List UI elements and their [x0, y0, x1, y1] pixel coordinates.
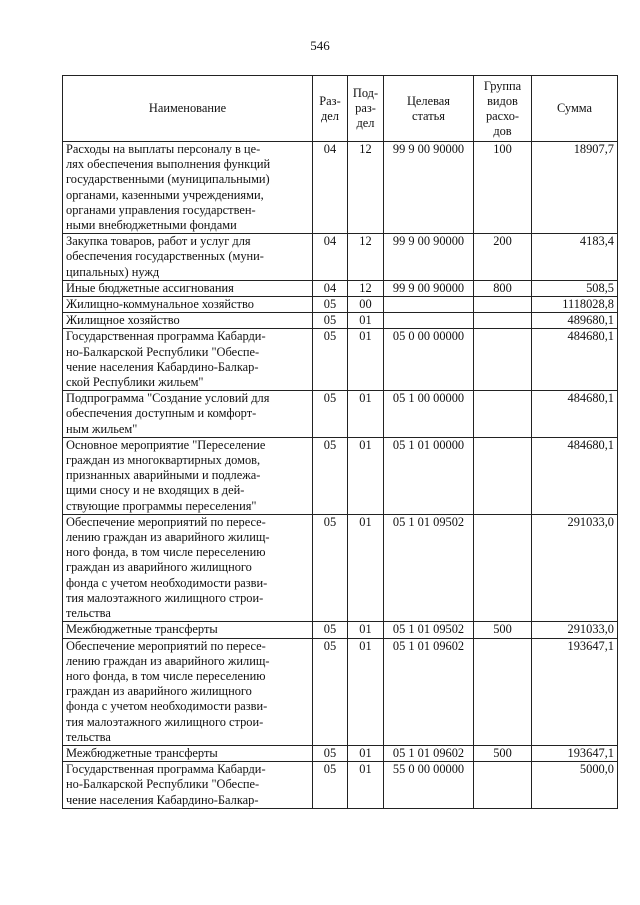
cell-target — [384, 313, 474, 329]
cell-name: Жилищно-коммунальное хозяйство — [63, 297, 313, 313]
cell-expense-group: 500 — [474, 745, 532, 761]
cell-expense-group — [474, 329, 532, 391]
cell-section: 05 — [313, 745, 348, 761]
header-amount: Сумма — [532, 76, 618, 142]
cell-subsection: 12 — [348, 142, 384, 234]
cell-name: Жилищное хозяйство — [63, 313, 313, 329]
cell-amount: 489680,1 — [532, 313, 618, 329]
cell-section: 05 — [313, 514, 348, 621]
cell-subsection: 01 — [348, 745, 384, 761]
table-row — [63, 622, 618, 638]
cell-expense-group — [474, 313, 532, 329]
cell-name: Расходы на выплаты персоналу в це- лях обеспечения выполнения функций государственными (муниципальными) органами, казенными учреждениями, органами управления государствен- ными внебюджетными фондами — [63, 142, 313, 234]
cell-subsection: 12 — [348, 280, 384, 296]
cell-target: 55 0 00 00000 — [384, 762, 474, 809]
cell-target — [384, 297, 474, 313]
cell-section: 05 — [313, 622, 348, 638]
cell-expense-group — [474, 514, 532, 621]
cell-amount: 4183,4 — [532, 234, 618, 281]
cell-subsection: 01 — [348, 391, 384, 438]
cell-subsection: 01 — [348, 762, 384, 809]
table-row — [63, 313, 618, 329]
cell-expense-group — [474, 391, 532, 438]
cell-name: Обеспечение мероприятий по пересе- лению граждан из аварийного жилищ- ного фонда, в том числе переселению граждан из аварийного жилищного фонда с учетом необходимости разви- тия малоэтажного жилищного строи- тельства — [63, 514, 313, 621]
page-number: 546 — [310, 38, 330, 53]
cell-expense-group — [474, 297, 532, 313]
cell-amount: 484680,1 — [532, 437, 618, 514]
cell-amount: 508,5 — [532, 280, 618, 296]
cell-amount: 5000,0 — [532, 762, 618, 809]
header-name: Наименование — [63, 76, 313, 142]
cell-amount: 1118028,8 — [532, 297, 618, 313]
cell-expense-group: 200 — [474, 234, 532, 281]
cell-subsection: 12 — [348, 234, 384, 281]
cell-name: Подпрограмма "Создание условий для обеспечения доступным и комфорт- ным жильем" — [63, 391, 313, 438]
cell-amount: 193647,1 — [532, 638, 618, 745]
cell-target: 05 1 01 09602 — [384, 638, 474, 745]
cell-section: 05 — [313, 329, 348, 391]
cell-amount: 18907,7 — [532, 142, 618, 234]
header-target: Целевая статья — [384, 76, 474, 142]
cell-subsection: 01 — [348, 622, 384, 638]
header-row — [63, 76, 618, 142]
table-row — [63, 329, 618, 391]
budget-table — [62, 75, 618, 809]
cell-name: Государственная программа Кабарди- но-Балкарской Республики "Обеспе- чение населения Кабардино-Балкар- ской Республики жильем" — [63, 329, 313, 391]
cell-target: 99 9 00 90000 — [384, 234, 474, 281]
table-row — [63, 280, 618, 296]
cell-expense-group: 500 — [474, 622, 532, 638]
header-section: Раз- дел — [313, 76, 348, 142]
cell-section: 04 — [313, 142, 348, 234]
header-expense-group: Группа видов расхо- дов — [474, 76, 532, 142]
cell-name: Основное мероприятие "Переселение граждан из многоквартирных домов, признанных аварийными и подлежа- щими сносу и не входящих в дей- ствующие программы переселения" — [63, 437, 313, 514]
cell-name: Иные бюджетные ассигнования — [63, 280, 313, 296]
cell-target: 05 1 00 00000 — [384, 391, 474, 438]
cell-subsection: 01 — [348, 313, 384, 329]
cell-target: 99 9 00 90000 — [384, 280, 474, 296]
cell-amount: 484680,1 — [532, 391, 618, 438]
cell-name: Обеспечение мероприятий по пересе- лению граждан из аварийного жилищ- ного фонда, в том числе переселению граждан из аварийного жилищного фонда с учетом необходимости разви- тия малоэтажного жилищного строи- тельства — [63, 638, 313, 745]
table-row — [63, 745, 618, 761]
cell-section: 05 — [313, 437, 348, 514]
cell-section: 05 — [313, 391, 348, 438]
cell-target: 05 1 01 00000 — [384, 437, 474, 514]
cell-amount: 484680,1 — [532, 329, 618, 391]
cell-subsection: 01 — [348, 638, 384, 745]
cell-target: 05 1 01 09602 — [384, 745, 474, 761]
table-row — [63, 638, 618, 745]
cell-expense-group — [474, 638, 532, 745]
cell-subsection: 01 — [348, 329, 384, 391]
cell-amount: 291033,0 — [532, 622, 618, 638]
cell-name: Закупка товаров, работ и услуг для обеспечения государственных (муни- ципальных) нужд — [63, 234, 313, 281]
cell-section: 05 — [313, 638, 348, 745]
cell-expense-group — [474, 437, 532, 514]
cell-target: 05 1 01 09502 — [384, 622, 474, 638]
cell-expense-group — [474, 762, 532, 809]
header-subsection: Под- раз- дел — [348, 76, 384, 142]
cell-subsection: 00 — [348, 297, 384, 313]
cell-section: 05 — [313, 762, 348, 809]
cell-target: 05 0 00 00000 — [384, 329, 474, 391]
table-row — [63, 391, 618, 438]
cell-expense-group: 800 — [474, 280, 532, 296]
cell-target: 99 9 00 90000 — [384, 142, 474, 234]
table-row — [63, 514, 618, 621]
table-row — [63, 297, 618, 313]
cell-section: 04 — [313, 234, 348, 281]
cell-subsection: 01 — [348, 514, 384, 621]
cell-subsection: 01 — [348, 437, 384, 514]
cell-name: Межбюджетные трансферты — [63, 622, 313, 638]
cell-section: 04 — [313, 280, 348, 296]
cell-name: Государственная программа Кабарди- но-Балкарской Республики "Обеспе- чение населения Кабардино-Балкар- — [63, 762, 313, 809]
cell-expense-group: 100 — [474, 142, 532, 234]
cell-amount: 291033,0 — [532, 514, 618, 621]
table-row — [63, 234, 618, 281]
cell-section: 05 — [313, 297, 348, 313]
cell-name: Межбюджетные трансферты — [63, 745, 313, 761]
cell-amount: 193647,1 — [532, 745, 618, 761]
table-row — [63, 142, 618, 234]
cell-target: 05 1 01 09502 — [384, 514, 474, 621]
cell-section: 05 — [313, 313, 348, 329]
table-row — [63, 437, 618, 514]
table-body — [63, 142, 618, 809]
table-row — [63, 762, 618, 809]
